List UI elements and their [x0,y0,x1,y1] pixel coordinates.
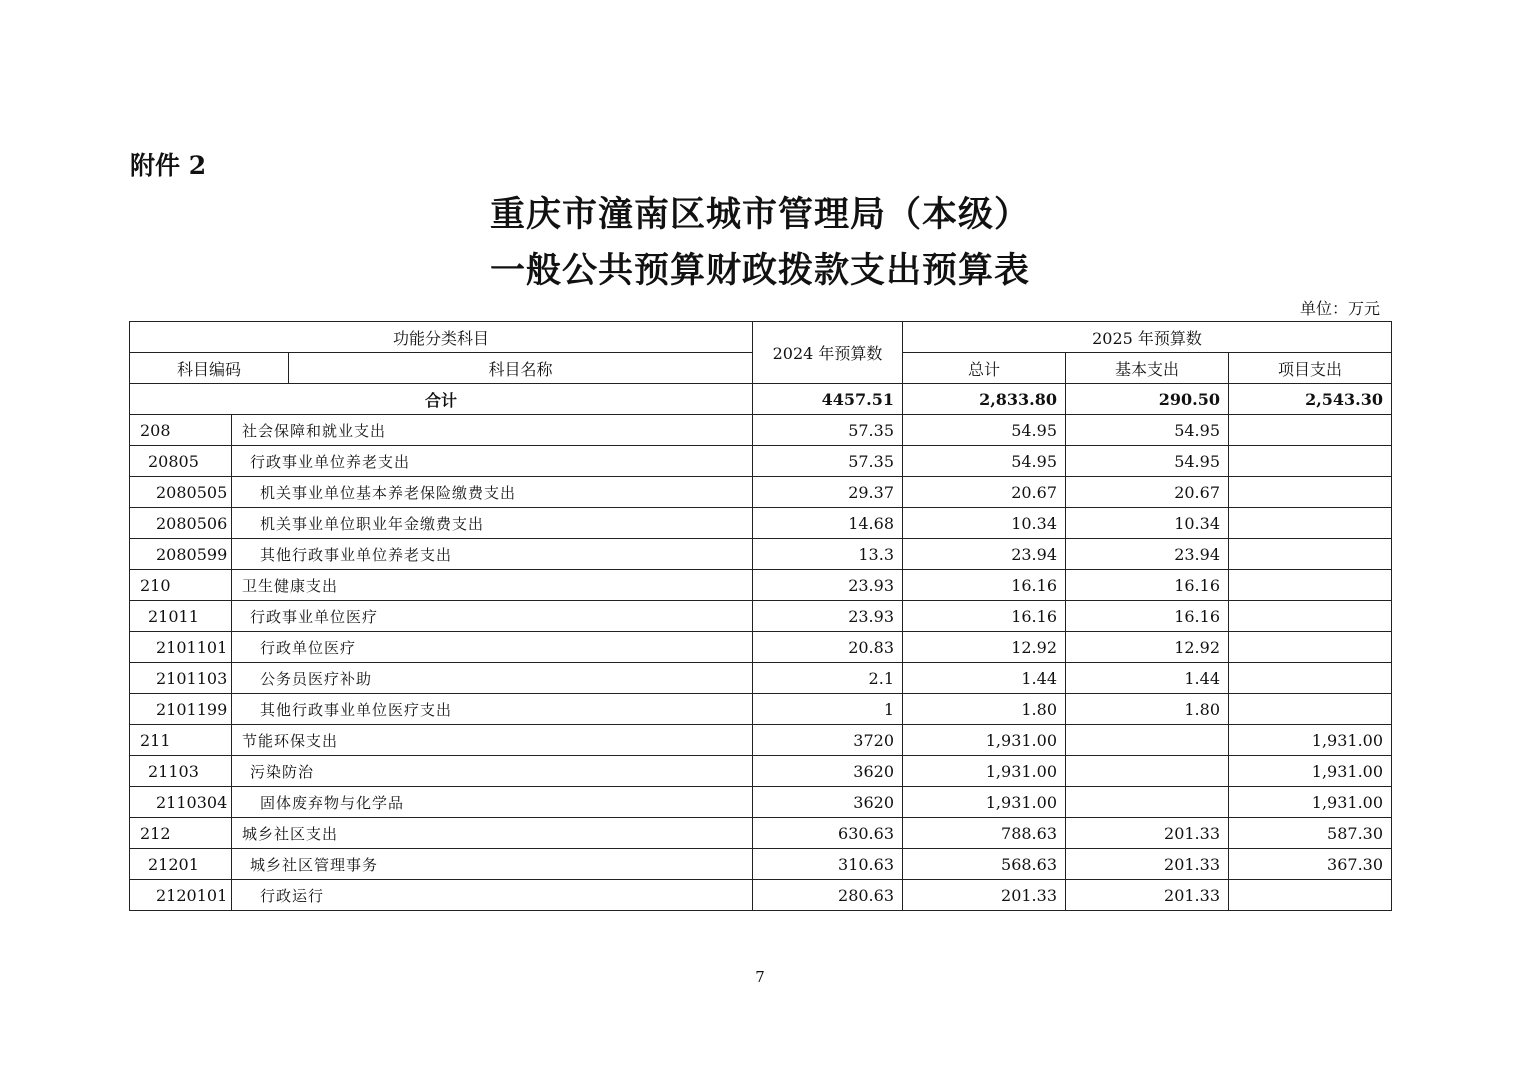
row-project [1229,632,1392,663]
table-row [130,632,1392,663]
row-project [1229,539,1392,570]
row-name: 卫生健康支出 [232,570,753,601]
row-basic: 1.80 [1066,694,1229,725]
table-row [130,539,1392,570]
row-total: 1,931.00 [903,725,1066,756]
table-row [130,694,1392,725]
row-code: 2080506 [130,508,232,539]
row-project [1229,601,1392,632]
row-code: 208 [130,415,232,446]
row-code: 2110304 [130,787,232,818]
table-row [130,818,1392,849]
row-name: 行政事业单位养老支出 [232,446,753,477]
table-row [130,880,1392,911]
row-name: 行政运行 [232,880,753,911]
row-total: 201.33 [903,880,1066,911]
budget-table [129,321,1392,911]
row-code: 21201 [130,849,232,880]
row-project [1229,880,1392,911]
row-code: 2101101 [130,632,232,663]
row-name: 公务员医疗补助 [232,663,753,694]
row-b2024: 280.63 [753,880,903,911]
row-project [1229,570,1392,601]
row-basic: 20.67 [1066,477,1229,508]
row-project: 1,931.00 [1229,756,1392,787]
row-total: 788.63 [903,818,1066,849]
row-total: 1,931.00 [903,787,1066,818]
row-total: 1.80 [903,694,1066,725]
total-total: 2,833.80 [903,384,1066,415]
page-number: 7 [755,968,765,986]
row-basic: 12.92 [1066,632,1229,663]
row-name: 社会保障和就业支出 [232,415,753,446]
row-code: 21103 [130,756,232,787]
row-b2024: 13.3 [753,539,903,570]
document-title-line2: 一般公共预算财政拨款支出预算表 [489,250,1030,291]
row-name: 城乡社区支出 [232,818,753,849]
row-b2024: 57.35 [753,446,903,477]
row-total: 1,931.00 [903,756,1066,787]
table-row [130,508,1392,539]
total-row [130,384,1392,415]
row-name: 机关事业单位职业年金缴费支出 [232,508,753,539]
row-project: 1,931.00 [1229,725,1392,756]
row-name: 行政事业单位医疗 [232,601,753,632]
total-basic: 290.50 [1066,384,1229,415]
document-title-line1: 重庆市潼南区城市管理局（本级） [489,194,1030,235]
table-row [130,477,1392,508]
row-b2024: 3720 [753,725,903,756]
row-total: 54.95 [903,415,1066,446]
row-basic [1066,756,1229,787]
header-project: 项目支出 [1229,353,1392,384]
row-b2024: 23.93 [753,570,903,601]
row-total: 10.34 [903,508,1066,539]
table-row [130,415,1392,446]
row-code: 2080505 [130,477,232,508]
row-name: 节能环保支出 [232,725,753,756]
row-code: 2080599 [130,539,232,570]
row-b2024: 3620 [753,756,903,787]
row-basic: 16.16 [1066,570,1229,601]
row-basic: 201.33 [1066,818,1229,849]
header-budget-2024: 2024 年预算数 [753,322,903,384]
row-b2024: 57.35 [753,415,903,446]
table-row [130,849,1392,880]
row-total: 1.44 [903,663,1066,694]
table-row [130,725,1392,756]
row-total: 12.92 [903,632,1066,663]
header-code: 科目编码 [130,353,289,384]
header-name: 科目名称 [289,353,753,384]
row-code: 212 [130,818,232,849]
row-project: 587.30 [1229,818,1392,849]
row-total: 54.95 [903,446,1066,477]
row-b2024: 1 [753,694,903,725]
row-name: 其他行政事业单位医疗支出 [232,694,753,725]
header-total: 总计 [903,353,1066,384]
row-total: 23.94 [903,539,1066,570]
unit-label: 单位：万元 [1299,299,1380,318]
row-name: 机关事业单位基本养老保险缴费支出 [232,477,753,508]
row-b2024: 29.37 [753,477,903,508]
table-row [130,663,1392,694]
row-basic: 1.44 [1066,663,1229,694]
row-total: 20.67 [903,477,1066,508]
row-total: 16.16 [903,570,1066,601]
row-project [1229,508,1392,539]
row-project [1229,446,1392,477]
row-code: 2101103 [130,663,232,694]
row-project [1229,694,1392,725]
row-project [1229,477,1392,508]
row-b2024: 2.1 [753,663,903,694]
row-basic: 54.95 [1066,415,1229,446]
row-basic: 201.33 [1066,880,1229,911]
table-row [130,601,1392,632]
row-project: 1,931.00 [1229,787,1392,818]
row-project: 367.30 [1229,849,1392,880]
row-total: 16.16 [903,601,1066,632]
row-code: 2101199 [130,694,232,725]
total-b2024: 4457.51 [753,384,903,415]
row-b2024: 3620 [753,787,903,818]
row-code: 210 [130,570,232,601]
table-row [130,570,1392,601]
row-basic [1066,725,1229,756]
table-row [130,756,1392,787]
total-label: 合计 [130,384,753,415]
row-name: 其他行政事业单位养老支出 [232,539,753,570]
total-project: 2,543.30 [1229,384,1392,415]
row-basic: 54.95 [1066,446,1229,477]
header-budget-2025: 2025 年预算数 [903,322,1392,353]
row-project [1229,415,1392,446]
row-name: 行政单位医疗 [232,632,753,663]
row-name: 固体废弃物与化学品 [232,787,753,818]
header-func-category: 功能分类科目 [130,322,753,353]
row-total: 568.63 [903,849,1066,880]
table-row [130,787,1392,818]
row-basic: 16.16 [1066,601,1229,632]
row-basic: 23.94 [1066,539,1229,570]
row-code: 20805 [130,446,232,477]
row-basic: 201.33 [1066,849,1229,880]
row-name: 城乡社区管理事务 [232,849,753,880]
row-code: 2120101 [130,880,232,911]
row-code: 21011 [130,601,232,632]
row-b2024: 630.63 [753,818,903,849]
row-b2024: 23.93 [753,601,903,632]
header-basic: 基本支出 [1066,353,1229,384]
row-b2024: 310.63 [753,849,903,880]
row-code: 211 [130,725,232,756]
row-basic [1066,787,1229,818]
row-basic: 10.34 [1066,508,1229,539]
row-name: 污染防治 [232,756,753,787]
row-project [1229,663,1392,694]
table-row [130,446,1392,477]
attachment-label: 附件 2 [130,151,207,180]
row-b2024: 20.83 [753,632,903,663]
row-b2024: 14.68 [753,508,903,539]
